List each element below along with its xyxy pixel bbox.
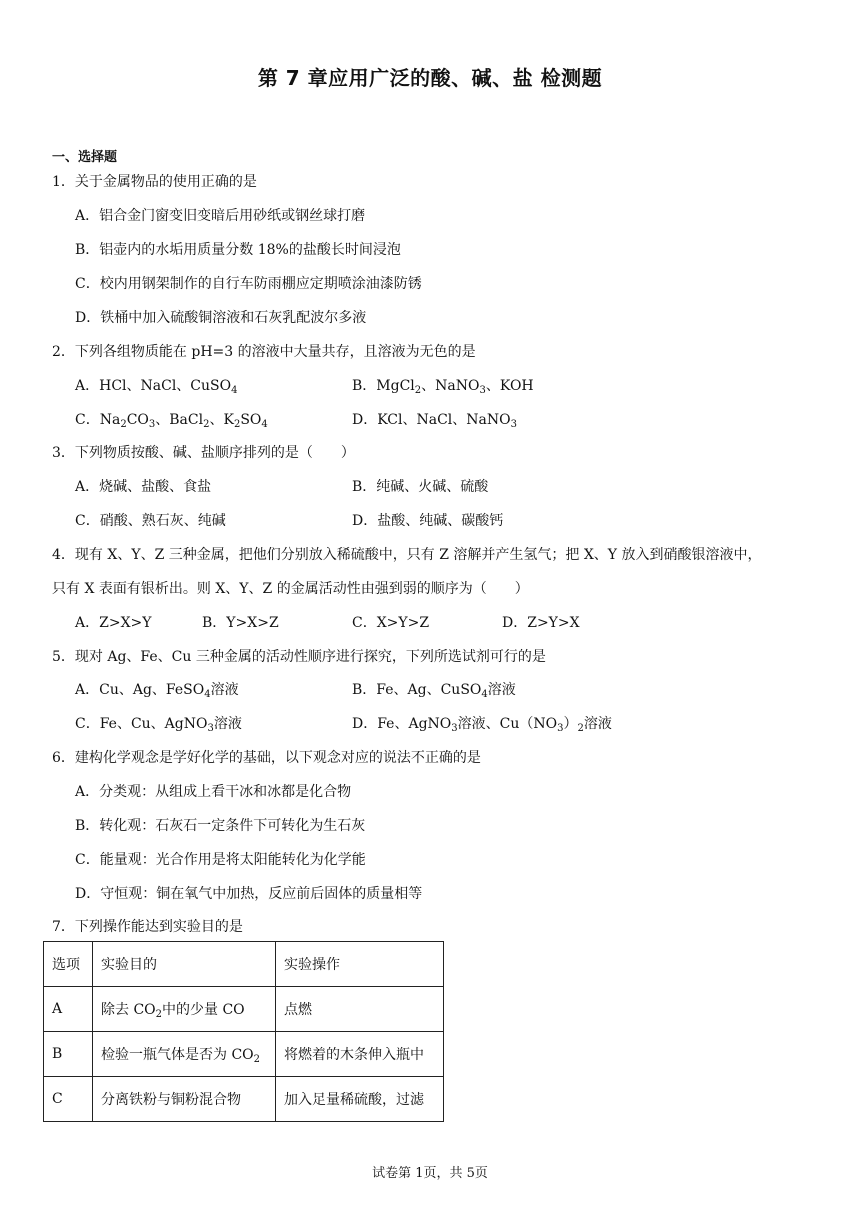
table-row: [44, 1077, 444, 1122]
table-header-cell: 实验操作: [276, 942, 444, 987]
question-1-option-a: A．铝合金门窗变旧变暗后用砂纸或钢丝球打磨: [75, 208, 366, 224]
question-4-option-c: C．X>Y>Z: [352, 615, 430, 631]
table-cell-option: A: [44, 987, 93, 1032]
question-6-option-d: D．守恒观：铜在氧气中加热，反应前后固体的质量相等: [75, 886, 423, 902]
table-cell-goal: 除去 $CO_2$中的少量 CO: [93, 987, 276, 1032]
question-6-option-c: C．能量观：光合作用是将太阳能转化为化学能: [75, 852, 366, 868]
question-7-table: [43, 941, 444, 1122]
table-cell-operation: 将燃着的木条伸入瓶中: [276, 1032, 444, 1077]
question-4-option-b: B．Y>X>Z: [202, 615, 279, 631]
question-2-option-d: D．KCl、NaCl、NaNO$_3$: [352, 412, 517, 430]
table-row: [44, 987, 444, 1032]
question-2-stem: 2．下列各组物质能在 pH=3 的溶液中大量共存，且溶液为无色的是: [52, 344, 476, 360]
question-2-option-a: A．HCl、NaCl、CuSO$_4$: [75, 378, 238, 396]
table-header-cell: 选项: [44, 942, 93, 987]
question-2-option-c: C．$Na_2CO_3$、BaCl$_2$、$K_2SO_4$: [75, 412, 268, 430]
table-cell-option: B: [44, 1032, 93, 1077]
question-4-option-d: D．Z>Y>X: [502, 615, 580, 631]
question-3-option-b: B．纯碱、火碱、硫酸: [352, 479, 489, 495]
table-cell-option: C: [44, 1077, 93, 1122]
question-5-stem: 5．现对 Ag、Fe、Cu 三种金属的活动性顺序进行探究，下列所选试剂可行的是: [52, 649, 546, 665]
question-4-stem-line-2: 只有 X 表面有银析出。则 X、Y、Z 的金属活动性由强到弱的顺序为（ ）: [52, 581, 529, 597]
question-5-option-c: C．Fe、Cu、AgNO$_3$溶液: [75, 716, 242, 734]
section-heading: 一、选择题: [52, 150, 118, 165]
question-3-option-a: A．烧碱、盐酸、食盐: [75, 479, 212, 495]
question-3-option-d: D．盐酸、纯碱、碳酸钙: [352, 513, 504, 529]
question-6-stem: 6．建构化学观念是学好化学的基础，以下观念对应的说法不正确的是: [52, 750, 481, 766]
question-4-stem-line-1: 4．现有 X、Y、Z 三种金属，把他们分别放入稀硫酸中，只有 Z 溶解并产生氢气；把 X、Y 放入到硝酸银溶液中，: [52, 547, 762, 563]
page-footer: 试卷第 1页，共 5页: [372, 1166, 488, 1181]
question-7-stem: 7．下列操作能达到实验目的是: [52, 919, 243, 935]
question-3-option-c: C．硝酸、熟石灰、纯碱: [75, 513, 226, 529]
question-1-stem: 1．关于金属物品的使用正确的是: [52, 174, 257, 190]
question-5-option-b: B．Fe、Ag、CuSO$_4$溶液: [352, 682, 516, 700]
table-cell-goal: 分离铁粉与铜粉混合物: [93, 1077, 276, 1122]
question-6-option-b: B．转化观：石灰石一定条件下可转化为生石灰: [75, 818, 366, 834]
question-1-option-d: D．铁桶中加入硫酸铜溶液和石灰乳配波尔多液: [75, 310, 367, 326]
question-5-option-a: A．Cu、Ag、FeSO$_4$溶液: [75, 682, 239, 700]
question-1-option-b: B．铝壶内的水垢用质量分数 18%的盐酸长时间浸泡: [75, 242, 401, 258]
question-5-option-d: D．Fe、AgNO$_3$溶液、$Cu(NO_3)_2$溶液: [352, 716, 612, 734]
table-row: [44, 1032, 444, 1077]
page-title: 第 7 章应用广泛的酸、碱、盐 检测题: [257, 66, 603, 90]
table-header-cell: 实验目的: [93, 942, 276, 987]
question-2-option-b: B．MgCl$_2$、NaNO$_3$、KOH: [352, 378, 534, 396]
question-1-option-c: C．校内用钢架制作的自行车防雨棚应定期喷涂油漆防锈: [75, 276, 422, 292]
question-3-stem: 3．下列物质按酸、碱、盐顺序排列的是（ ）: [52, 445, 355, 461]
question-6-option-a: A．分类观：从组成上看干冰和冰都是化合物: [75, 784, 352, 800]
table-header-row: [44, 942, 444, 987]
table-cell-operation: 加入足量稀硫酸，过滤: [276, 1077, 444, 1122]
table-cell-goal: 检验一瓶气体是否为 $CO_2$: [93, 1032, 276, 1077]
table-cell-operation: 点燃: [276, 987, 444, 1032]
question-4-option-a: A．Z>X>Y: [75, 615, 152, 631]
